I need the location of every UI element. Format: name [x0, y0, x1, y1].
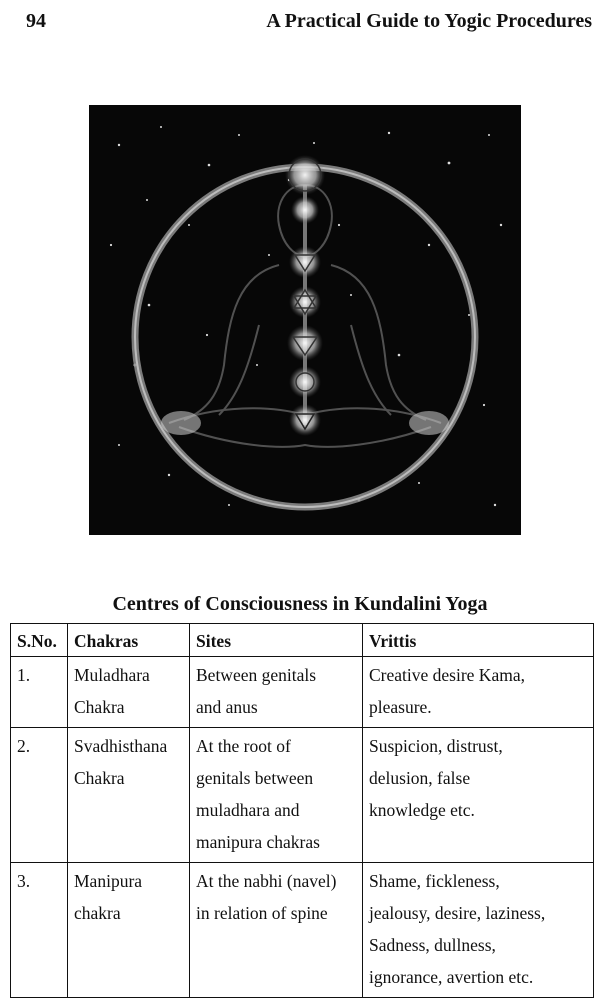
cell-chakra: Manipura chakra: [68, 863, 190, 998]
table-row: [11, 657, 594, 728]
cell-site: At the nabhi (navel) in relation of spine: [190, 863, 363, 998]
table-row: [11, 863, 594, 998]
cell-site: At the root of genitals between muladhara and manipura chakras: [190, 728, 363, 863]
cell-chakra: Muladhara Chakra: [68, 657, 190, 728]
cell-sno: 3.: [11, 863, 68, 998]
header-sno: S.No.: [11, 624, 68, 657]
table-row: [11, 728, 594, 863]
table-title: Centres of Consciousness in Kundalini Yoga: [112, 593, 488, 615]
header-chakras: Chakras: [68, 624, 190, 657]
cell-chakra: Svadhisthana Chakra: [68, 728, 190, 863]
cell-vritti: Creative desire Kama, pleasure.: [363, 657, 594, 728]
cell-vritti: Shame, fickleness, jealousy, desire, laziness, Sadness, dullness, ignorance, avertion etc.: [363, 863, 594, 998]
header-sites: Sites: [190, 624, 363, 657]
meditating-figure-with-chakras-icon: [89, 105, 521, 535]
table-header-row: [11, 624, 594, 657]
cell-vritti: Suspicion, distrust, delusion, false knowledge etc.: [363, 728, 594, 863]
page-number: 94: [26, 10, 46, 32]
cell-sno: 1.: [11, 657, 68, 728]
cell-sno: 2.: [11, 728, 68, 863]
header-vrittis: Vrittis: [363, 624, 594, 657]
cell-site: Between genitals and anus: [190, 657, 363, 728]
running-head: A Practical Guide to Yogic Procedures: [266, 10, 592, 32]
chakra-figure: [89, 105, 521, 535]
chakra-table: [10, 623, 594, 998]
